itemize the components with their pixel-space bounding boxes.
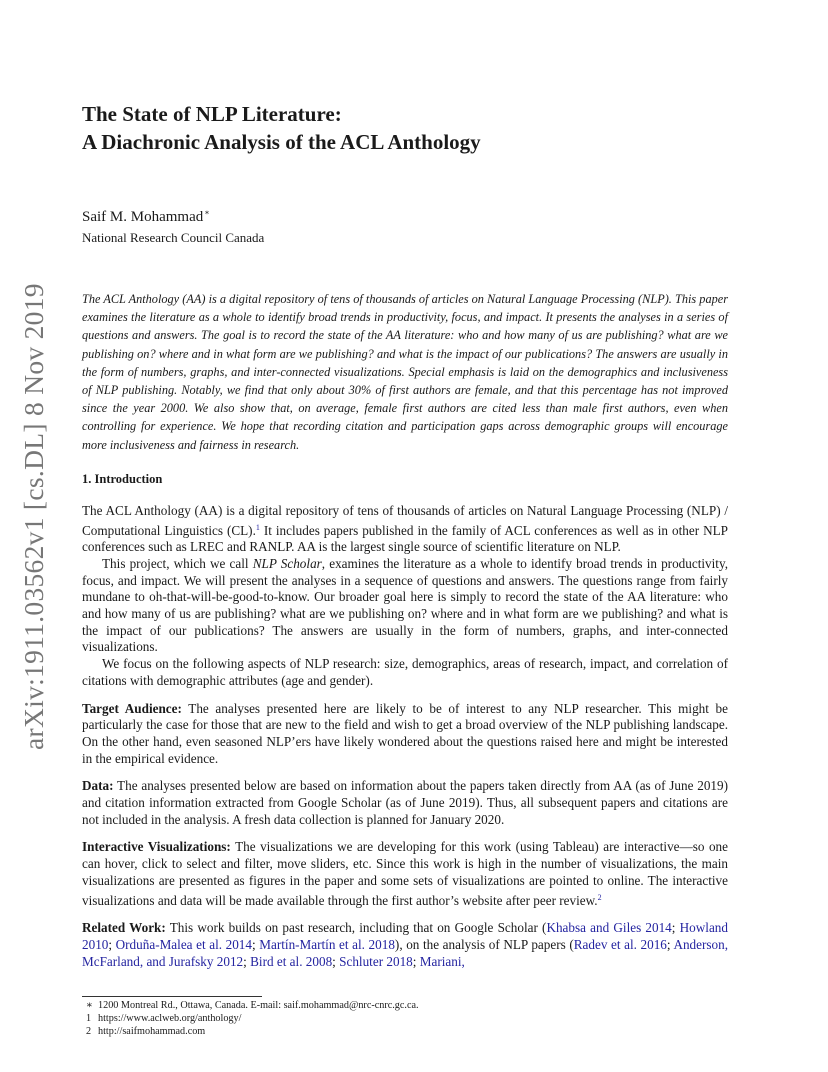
citation-separator: ; (243, 953, 251, 969)
footnote-text: 1200 Montreal Rd., Ottawa, Canada. E-mail: saif.mohammad@nrc-cnrc.gc.ca. (98, 1000, 419, 1011)
intro-paragraph-2 (82, 556, 728, 656)
abstract: The ACL Anthology (AA) is a digital repository of tens of thousands of articles on Natural Language Processing (NLP). This paper examines the literature as a whole to identify broad trends in productivity, focus, and impact. It presents the analyses in a series of questions and answers. The goal is to record the state of the AA literature: who and how many of us are publishing? what are we publishing on? where and in what form are we publishing? and what is the impact of our publications? The answers are usually in the form of numbers, graphs, and inter-connected visualizations. Special emphasis is laid on the demographics and inclusiveness of NLP publishing. Notably, we find that only about 30% of first authors are female, and that this percentage has not improved since the year 2000. We also show that, on average, female first authors are cited less than male first authors, even when controlling for experience. We hope that recording citation and participation gaps across demographic groups will encourage more inclusiveness and fairness in research. (82, 292, 728, 452)
related-work-lead: Related Work: (82, 920, 166, 936)
footnote-mark: ∗ (86, 1000, 93, 1011)
data-lead: Data: (82, 778, 114, 794)
footnote-url[interactable]: http://saifmohammad.com (98, 1026, 206, 1037)
related-work-text-1: This work builds on past research, including that on Google Scholar ( (165, 920, 547, 936)
citation-separator: ; (671, 920, 680, 936)
footnote-item (86, 999, 726, 1012)
intro-p2-text-b: , examines the literature as a whole to identify broad trends in productivity, focus, and impact. We will present the analyses in a sequence of questions and answers. The questions range from fairly mundane to oh-that-will-be-good-to-know. Our broader goal here is simply to record the state of the AA literature: who and how many of us are publishing? what are we publishing on? where and in what form are we publishing? and what is the impact of our publications? The answers are usually in the form of numbers, graphs, and inter-connected visualizations. (82, 555, 728, 655)
intro-paragraph-1 (82, 503, 728, 556)
footnote-item (86, 1012, 726, 1025)
data-text: The analyses presented below are based on information about the papers taken directly from AA (as of June 2019) and citation information extracted from Google Scholar (as of June 2019). Thus, all subsequent papers and citations are not included in the analysis. A fresh data collection is planned for January 2020. (82, 778, 728, 827)
target-audience-text: The analyses presented here are likely to be of interest to any NLP researcher. This might be particularly the case for those that are new to the field and wish to get a broad overview of the NLP publishing landscape. On the other hand, even seasoned NLP’ers have likely wondered about the questions raised here and might be interested in the empirical evidence. (82, 700, 728, 766)
author-affiliation: National Research Council Canada (82, 230, 265, 245)
data-paragraph (82, 778, 728, 828)
arxiv-identifier: arXiv:1911.03562v1 [cs.DL] 8 Nov 2019 (18, 283, 49, 750)
paper-title-line-1: The State of NLP Literature: (82, 102, 342, 126)
citation-link[interactable]: Martín-Martín et al. 2018 (259, 937, 395, 952)
footnote-url[interactable]: https://www.aclweb.org/anthology/ (98, 1013, 242, 1024)
paper-body (82, 100, 728, 970)
section-heading-introduction: 1. Introduction (82, 471, 163, 486)
author-name-text: Saif M. Mohammad (82, 209, 204, 225)
intro-p1-text-b: It includes papers published in the family of ACL conferences as well as in other NLP conferences such as LREC and RANLP. AA is the largest single source of scientific literature on NLP. (82, 522, 728, 555)
citation-separator: ; (412, 953, 420, 969)
author-name (82, 204, 728, 226)
citation-separator: ; (666, 937, 674, 952)
related-work-text-2: ), on the analysis of NLP papers ( (394, 937, 574, 952)
citation-separator: ; (108, 937, 116, 952)
footnote-item (86, 1025, 726, 1038)
citation-separator: ; (252, 937, 260, 952)
interactive-visualizations-lead: Interactive Visualizations: (82, 839, 231, 855)
interactive-visualizations-text: The visualizations we are developing for this work (using Tableau) are interactive—so one can hover, click to select and filter, move sliders, etc. Since this work is high in the number of visualizations, the main visualizations are presented as figures in the paper and some sets of visualizations are pointed to online. The interactive visualizations and data will be made available through the first author’s website after peer review. (82, 839, 728, 908)
footnote-ref-1[interactable]: 1 (255, 522, 260, 532)
intro-p1-text-a: The ACL Anthology (AA) is a digital repository of tens of thousands of articles on Natural Language Processing (NLP) / Computational Linguistics (CL). (82, 502, 728, 538)
citation-link[interactable]: Mariani, (419, 953, 465, 969)
project-name: NLP Scholar (252, 555, 322, 571)
footnote-ref-2[interactable]: 2 (597, 892, 602, 902)
interactive-visualizations-paragraph (82, 839, 728, 909)
target-audience-lead: Target Audience: (82, 700, 182, 716)
citation-separator: ; (332, 953, 340, 969)
intro-paragraph-3: We focus on the following aspects of NLP research: size, demographics, areas of research, impact, and correlation of citations with demographic attributes (age and gender). (82, 656, 728, 688)
paper-title-line-2: A Diachronic Analysis of the ACL Anthology (82, 130, 481, 154)
related-work-paragraph (82, 920, 728, 970)
target-audience-paragraph (82, 701, 728, 768)
citation-link[interactable]: Orduña-Malea et al. 2014 (115, 937, 252, 952)
citation-link[interactable]: Bird et al. 2008 (250, 953, 333, 969)
author-footnote-mark: ∗ (204, 208, 210, 217)
footnote-divider (82, 996, 262, 997)
citation-link[interactable]: Schluter 2018 (339, 953, 413, 969)
citation-link[interactable]: Radev et al. 2016 (573, 937, 667, 952)
footnotes (86, 999, 726, 1038)
intro-p2-text-a: This project, which we call (102, 555, 253, 571)
citation-link[interactable]: Howland 2010 (82, 920, 728, 952)
citation-link[interactable]: Anderson, McFarland, and Jurafsky 2012 (82, 937, 729, 969)
footnote-mark: 2 (86, 1026, 92, 1037)
citation-link[interactable]: Khabsa and Giles 2014 (546, 920, 672, 936)
footnote-mark: 1 (86, 1013, 92, 1024)
